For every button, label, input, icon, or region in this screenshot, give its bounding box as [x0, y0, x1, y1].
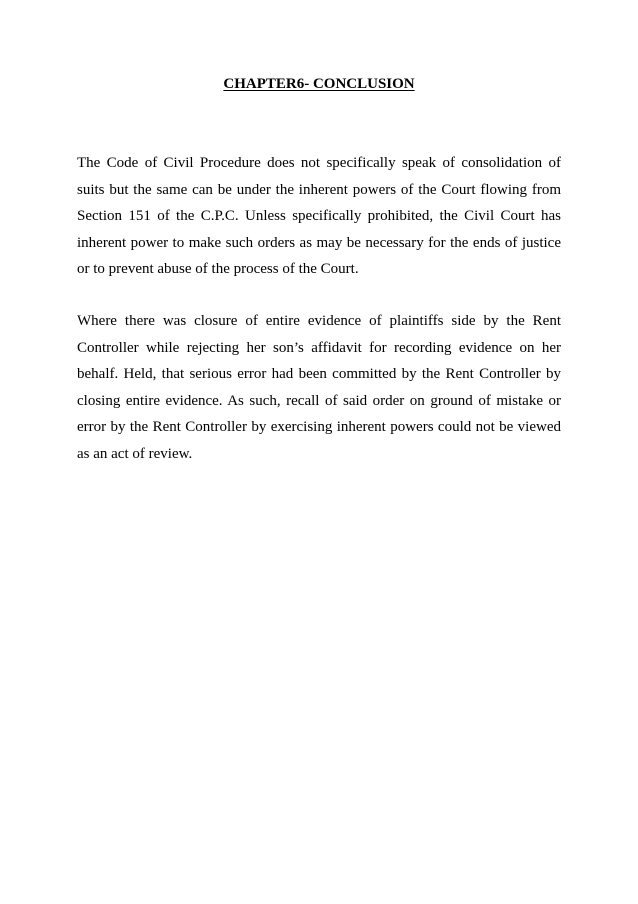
paragraph-consolidation: The Code of Civil Procedure does not specifically speak of consolidation of suits but the same can be under the inherent powers of the Court flowing from Section 151 of the C.P.C. Unless specifically prohibited, the Civil Court has inherent power to make such orders as may be necessary for the ends of justice or to prevent abuse of the process of the Court. — [77, 155, 561, 278]
chapter-heading: CHAPTER6- CONCLUSION — [223, 76, 415, 92]
paragraph-rent-controller: Where there was closure of entire evidence of plaintiffs side by the Rent Controller while rejecting her son’s affidavit for recording evidence on her behalf. Held, that serious error had been committed by the Rent Controller by closing entire evidence. As such, recall of said order on ground of mistake or error by the Rent Controller by exercising inherent powers could not be viewed as an act of review. — [77, 313, 561, 462]
